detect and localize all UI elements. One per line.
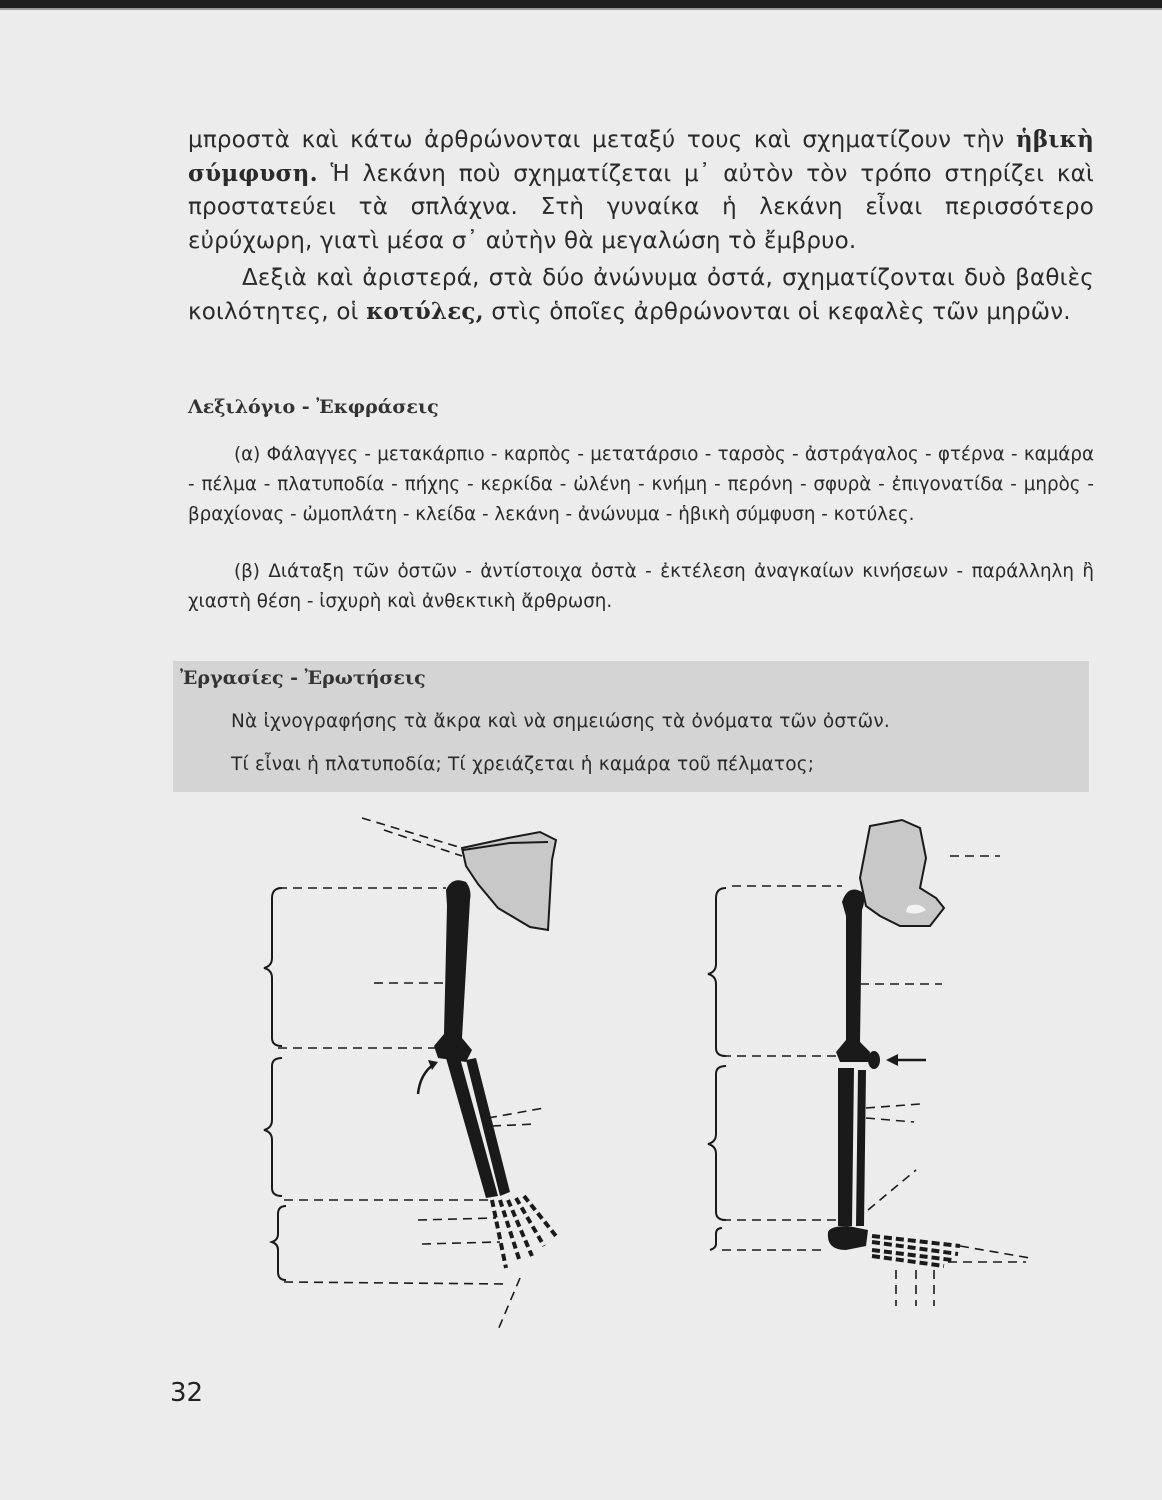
limb-skeleton-figure [255, 805, 1055, 1345]
term-pubic-symphysis: ἡβικὴ σύμφυση. [188, 126, 1094, 188]
vocabulary-item-b: (β) Διάταξη τῶν ὀστῶν - ἀντίστοιχα ὀστὰ - ἐκτέλεση ἀναγκαίων κινήσεων - παράλληλη ἢ χιαστὴ θέση - ἰσχυρὴ καὶ ἀνθεκτικὴ ἄρθρωση. [188, 561, 1094, 612]
lower-limb-skeleton [708, 820, 1030, 1306]
foot-bones [872, 1236, 960, 1266]
exercises-heading: Ἐργασίες - Ἐρωτήσεις [180, 667, 426, 689]
humerus [434, 880, 472, 1062]
intro-paragraph [188, 123, 1094, 258]
intro-text-before: μπροστὰ καὶ κάτω ἀρθρώνονται μεταξύ τους καὶ σχηματίζουν τὴν [188, 127, 1005, 153]
patella [868, 1051, 880, 1069]
hand-bones [492, 1196, 556, 1268]
heel-bone [828, 1226, 868, 1250]
acetabulum-paragraph [188, 262, 1094, 329]
vocabulary-heading: Λεξιλόγιο - Ἐκφράσεις [188, 396, 439, 418]
acetabulum-text-before: Δεξιὰ καὶ ἀριστερά, στὰ δύο ἀνώνυμα ὀστά, σχηματίζονται δυὸ βαθιὲς κοιλότητες, οἱ [188, 265, 1094, 326]
vocabulary-item-a: (α) Φάλαγγες - μετακάρπιο - καρπὸς - μετατάρσιο - ταρσὸς - ἀστράγαλος - φτέρνα - καμάρα - πέλμα - πλατυποδία - πήχης - κερκίδα - ὠλένη - κνήμη - περόνη - σφυρὰ - ἐπιγονατίδα - μηρὸς - βραχίονας - ὠμοπλάτη - κλείδα - λεκάνη - ἀνώνυμα - ἡβικὴ σύμφυση - κοτύλες. [188, 444, 1094, 525]
femur [836, 890, 870, 1062]
page-number: 32 [170, 1378, 204, 1408]
term-acetabula: κοτύλες, [366, 298, 484, 326]
leg-braces [708, 888, 726, 1250]
fibula [856, 1070, 866, 1226]
scapula [462, 832, 556, 930]
exercise-question-2: Τί εἶναι ἡ πλατυποδία; Τί χρειάζεται ἡ καμάρα τοῦ πέλματος; [231, 754, 815, 775]
exercise-question-1: Νὰ ἰχνογραφήσης τὰ ἄκρα καὶ νὰ σημειώσης τὰ ὀνόματα τῶν ὀστῶν. [231, 711, 890, 732]
page-top-edge [0, 0, 1162, 8]
upper-limb-skeleton [264, 818, 556, 1330]
leg-label-lines [722, 856, 1030, 1306]
hip-bone [860, 820, 944, 926]
arm-braces [264, 888, 286, 1280]
page-top-edge-shadow [0, 8, 1162, 10]
intro-text-after: Ἡ λεκάνη ποὺ σχηματίζεται μ᾽ αὐτὸν τὸν τρόπο στηρίζει καὶ προστατεύει τὰ σπλάχνα. Στὴ γυναίκα ἡ λεκάνη εἶναι περισσότερο εὐρύχωρη, γιατὶ μέσα σ᾽ αὐτὴν θὰ μεγαλώση τὸ ἔμβρυο. [188, 161, 1094, 254]
tibia [838, 1068, 854, 1226]
acetabulum-text-after: στὶς ὁποῖες ἀρθρώνονται οἱ κεφαλὲς τῶν μηρῶν. [491, 299, 1071, 326]
